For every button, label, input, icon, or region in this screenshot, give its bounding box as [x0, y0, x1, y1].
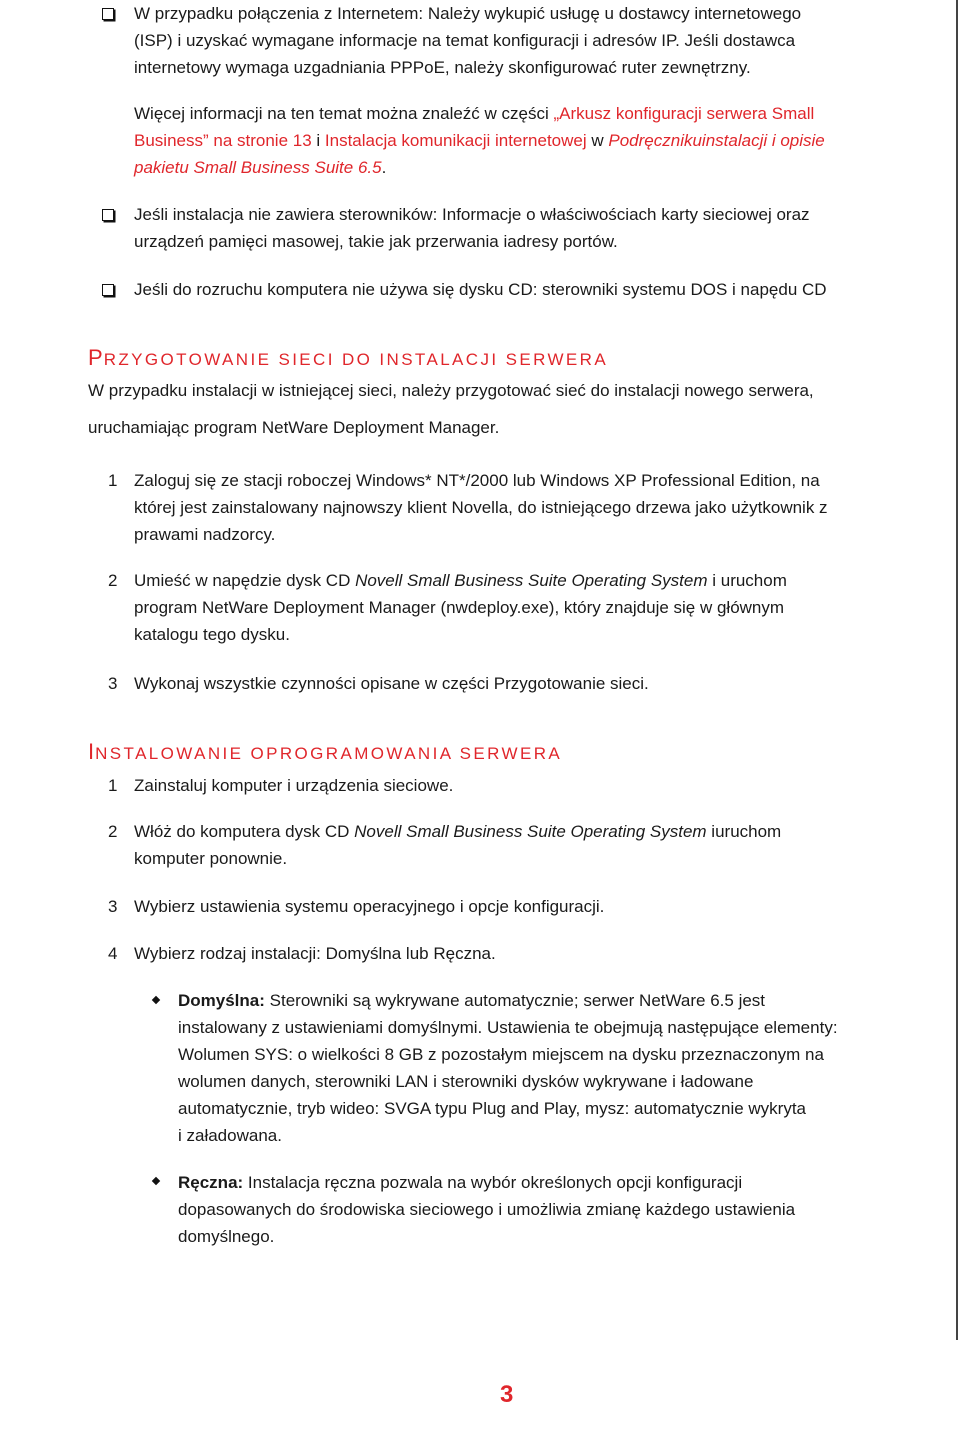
paragraph-line	[134, 818, 944, 845]
diamond-bullet-icon	[152, 996, 160, 1004]
right-margin-rule	[956, 0, 958, 1340]
heading-rest: RZYGOTOWANIE SIECI DO INSTALACJI SERWERA	[103, 350, 609, 369]
step-number: 3	[108, 674, 118, 693]
paragraph-line: Jeśli do rozruchu komputera nie używa się dysku CD: sterowniki systemu DOS i napędu CD	[134, 280, 827, 299]
paragraph-line: W przypadku połączenia z Internetem: Należy wykupić usługę u dostawcy internetowego	[134, 4, 802, 23]
heading-rest: NSTALOWANIE OPROGRAMOWANIA SERWERA	[95, 744, 563, 763]
text: Włóż do komputera dysk CD	[134, 822, 355, 841]
paragraph-line: wolumen danych, sterowniki LAN i sterowniki dysków wykrywane i ładowane	[178, 1072, 754, 1091]
checkbox-bullet-icon	[102, 209, 114, 221]
text: Więcej informacji na ten temat można znaleźć w części	[134, 104, 554, 123]
text: iuruchom	[706, 822, 782, 841]
paragraph-line	[134, 567, 944, 594]
section-intro-line: uruchamiając program NetWare Deployment Manager.	[88, 418, 500, 437]
text: .	[381, 158, 387, 177]
paragraph-line: i załadowana.	[178, 1126, 282, 1145]
heading-initial: I	[88, 739, 96, 764]
paragraph-line: urządzeń pamięci masowej, takie jak przerwania iadresy portów.	[134, 232, 618, 251]
link-worksheet[interactable]: „Arkusz konfiguracji serwera Small	[553, 104, 815, 123]
step-number: 3	[108, 897, 118, 916]
paragraph-line	[134, 127, 944, 154]
option-label: Ręczna:	[178, 1173, 244, 1192]
paragraph-line	[178, 987, 948, 1014]
paragraph-line: dopasowanych do środowiska sieciowego i umożliwia zmianę każdego ustawienia	[178, 1200, 796, 1219]
paragraph-line	[178, 1169, 948, 1196]
step-number: 2	[108, 822, 118, 841]
text: w	[586, 131, 609, 150]
paragraph-line: domyślnego.	[178, 1227, 275, 1246]
paragraph-line	[134, 100, 944, 127]
paragraph-line: prawami nadzorcy.	[134, 525, 276, 544]
paragraph-line: Wolumen SYS: o wielkości 8 GB z pozostałym miejscem na dysku przeznaczonym na	[178, 1045, 824, 1064]
paragraph-line: program NetWare Deployment Manager (nwdeploy.exe), który znajduje się w głównym	[134, 598, 785, 617]
option-label: Domyślna:	[178, 991, 265, 1010]
paragraph-line: katalogu tego dysku.	[134, 625, 290, 644]
diamond-bullet-icon	[152, 1177, 160, 1185]
link-internet-install[interactable]: Instalacja komunikacji internetowej	[324, 131, 587, 150]
paragraph-line: internetowy wymaga uzgadniania PPPoE, należy skonfigurować ruter zewnętrzny.	[134, 58, 751, 77]
step-number: 4	[108, 944, 118, 963]
text: i uruchom	[707, 571, 787, 590]
heading-initial: P	[88, 345, 104, 370]
product-name: Novell Small Business Suite Operating System	[355, 571, 708, 590]
page-number: 3	[500, 1381, 514, 1408]
paragraph-line: komputer ponownie.	[134, 849, 288, 868]
paragraph-line: instalowany z ustawieniami domyślnymi. Ustawienia te obejmują następujące elementy:	[178, 1018, 838, 1037]
step-number: 1	[108, 471, 118, 490]
paragraph-line: której jest zainstalowany najnowszy klient Novella, do istniejącego drzewa jako użytkownik z	[134, 498, 828, 517]
checkbox-bullet-icon	[102, 8, 114, 20]
paragraph-line: Zaloguj się ze stacji roboczej Windows* NT*/2000 lub Windows XP Professional Edition, na	[134, 471, 820, 490]
link-worksheet-page[interactable]: Business” na stronie 13	[134, 131, 312, 150]
text: Sterowniki są wykrywane automatycznie; serwer NetWare 6.5 jest	[264, 991, 766, 1010]
link-install-guide-cont[interactable]: pakietu Small Business Suite 6.5	[134, 158, 382, 177]
paragraph-line	[134, 154, 944, 181]
paragraph-line: Wybierz rodzaj instalacji: Domyślna lub Ręczna.	[134, 944, 496, 963]
section-heading-install	[88, 740, 562, 766]
paragraph-line: automatycznie, tryb wideo: SVGA typu Plug and Play, mysz: automatycznie wykryta	[178, 1099, 807, 1118]
section-heading-network	[88, 346, 608, 372]
text: Instalacja ręczna pozwala na wybór określonych opcji konfiguracji	[243, 1173, 743, 1192]
paragraph-line: (ISP) i uzyskać wymagane informacje na temat konfiguracji i adresów IP. Jeśli dostawca	[134, 31, 796, 50]
link-install-guide[interactable]: Podręcznikuinstalacji i opisie	[608, 131, 825, 150]
paragraph-line: Wybierz ustawienia systemu operacyjnego i opcje konfiguracji.	[134, 897, 605, 916]
step-number: 1	[108, 776, 118, 795]
step-number: 2	[108, 571, 118, 590]
paragraph-line: Zainstaluj komputer i urządzenia sieciowe.	[134, 776, 454, 795]
paragraph-line: Jeśli instalacja nie zawiera sterowników: Informacje o właściwościach karty sieciowej oraz	[134, 205, 810, 224]
checkbox-bullet-icon	[102, 284, 114, 296]
text: i	[311, 131, 325, 150]
product-name: Novell Small Business Suite Operating System	[354, 822, 707, 841]
paragraph-line: Wykonaj wszystkie czynności opisane w części Przygotowanie sieci.	[134, 674, 649, 693]
section-intro-line: W przypadku instalacji w istniejącej sieci, należy przygotować sieć do instalacji nowego serwera,	[88, 381, 814, 400]
text: Umieść w napędzie dysk CD	[134, 571, 356, 590]
